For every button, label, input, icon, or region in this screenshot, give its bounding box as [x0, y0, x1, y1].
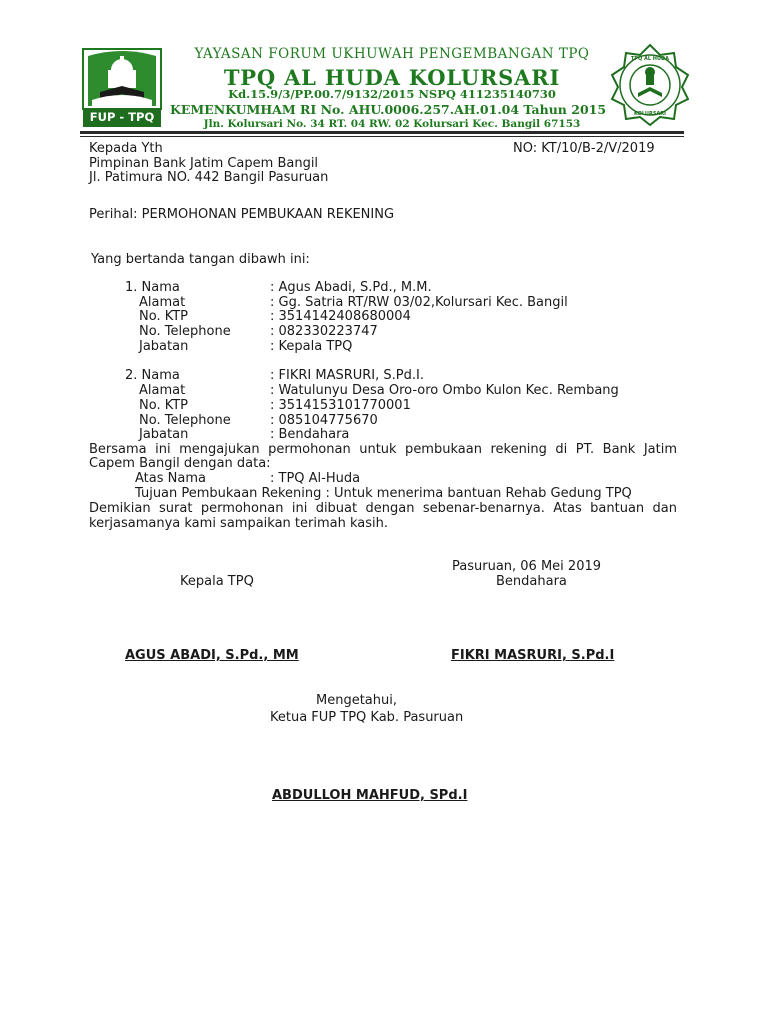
person-1-phone: : 082330223747: [270, 324, 378, 339]
subject-label: Perihal:: [89, 207, 142, 222]
svg-text:TPQ AL HUDA: TPQ AL HUDA: [630, 56, 670, 62]
foundation-name: YAYASAN FORUM UKHUWAH PENGEMBANGAN TPQ: [194, 46, 590, 62]
chair-name: ABDULLOH MAHFUD, SPd.I: [272, 788, 468, 803]
registration-number: Kd.15.9/3/PP.00.7/9132/2015 NSPQ 411235140730: [228, 87, 556, 101]
closing-line-1: Demikian surat permohonan ini dibuat dengan sebenar-benarnya. Atas bantuan dan: [89, 501, 677, 516]
right-signer-title: Bendahara: [496, 574, 567, 589]
recipient-line-2: Pimpinan Bank Jatim Capem Bangil: [89, 156, 319, 171]
acknowledged-label: Mengetahui,: [316, 693, 397, 708]
left-logo: [82, 48, 162, 128]
subject: [89, 207, 394, 222]
person-2-address: : Watulunyu Desa Oro-oro Ombo Kulon Kec. Rembang: [270, 383, 619, 398]
request-line-1: Bersama ini mengajukan permohonan untuk pembukaan rekening di PT. Bank Jatim: [89, 442, 677, 457]
letter-number: NO: KT/10/B-2/V/2019: [513, 141, 655, 156]
chair-title: Ketua FUP TPQ Kab. Pasuruan: [270, 710, 464, 725]
school-name: TPQ AL HUDA KOLURSARI: [223, 65, 561, 90]
person-2-phone: : 085104775670: [270, 413, 378, 428]
person-1-name-label: 1. Nama: [125, 280, 180, 295]
left-signer-title: Kepala TPQ: [180, 574, 254, 589]
person-1-address: : Gg. Satria RT/RW 03/02,Kolursari Kec. Bangil: [270, 295, 568, 310]
person-2-ktp: : 3514153101770001: [270, 398, 411, 413]
person-2-name-label: 2. Nama: [125, 368, 180, 383]
request-line-2: Capem Bangil dengan data:: [89, 456, 271, 471]
header-rule-thick: [80, 131, 684, 134]
person-1-name: : Agus Abadi, S.Pd., M.M.: [270, 280, 432, 295]
school-address: Jln. Kolursari No. 34 RT. 04 RW. 02 Kolursari Kec. Bangil 67153: [203, 118, 581, 130]
person-1-ktp-label: No. KTP: [139, 309, 189, 324]
closing-line-2: kerjasamanya kami sampaikan terimah kasih.: [89, 516, 389, 531]
recipient-line-1: Kepada Yth: [89, 141, 163, 156]
person-1-phone-label: No. Telephone: [139, 324, 231, 339]
logo-caption: FUP - TPQ: [89, 110, 155, 124]
right-seal: [608, 43, 692, 127]
account-name-label: Atas Nama: [135, 471, 206, 486]
person-2-phone-label: No. Telephone: [139, 413, 231, 428]
account-purpose: Tujuan Pembukaan Rekening : Untuk menerima bantuan Rehab Gedung TPQ: [135, 486, 632, 501]
right-signer-name: FIKRI MASRURI, S.Pd.I: [451, 648, 615, 663]
person-1-position: : Kepala TPQ: [270, 339, 353, 354]
person-2-position: : Bendahara: [270, 427, 350, 442]
header-rule-thin: [80, 136, 684, 137]
svg-text:KOLURSARI: KOLURSARI: [634, 111, 666, 117]
ministry-decree: KEMENKUMHAM RI No. AHU.0006.257.AH.01.04 Tahun 2015: [170, 102, 607, 117]
account-name: : TPQ Al-Huda: [270, 471, 361, 486]
recipient-line-3: Jl. Patimura NO. 442 Bangil Pasuruan: [89, 170, 329, 185]
person-2-position-label: Jabatan: [139, 427, 189, 442]
place-date: Pasuruan, 06 Mei 2019: [452, 559, 602, 574]
person-2-ktp-label: No. KTP: [139, 398, 189, 413]
intro-text: Yang bertanda tangan dibawh ini:: [91, 252, 310, 267]
subject-value: PERMOHONAN PEMBUKAAN REKENING: [141, 207, 395, 222]
person-2-name: : FIKRI MASRURI, S.Pd.I.: [270, 368, 424, 383]
person-1-position-label: Jabatan: [139, 339, 189, 354]
person-2-address-label: Alamat: [139, 383, 186, 398]
person-1-ktp: : 3514142408680004: [270, 309, 411, 324]
person-1-address-label: Alamat: [139, 295, 186, 310]
left-signer-name: AGUS ABADI, S.Pd., MM: [125, 648, 299, 663]
